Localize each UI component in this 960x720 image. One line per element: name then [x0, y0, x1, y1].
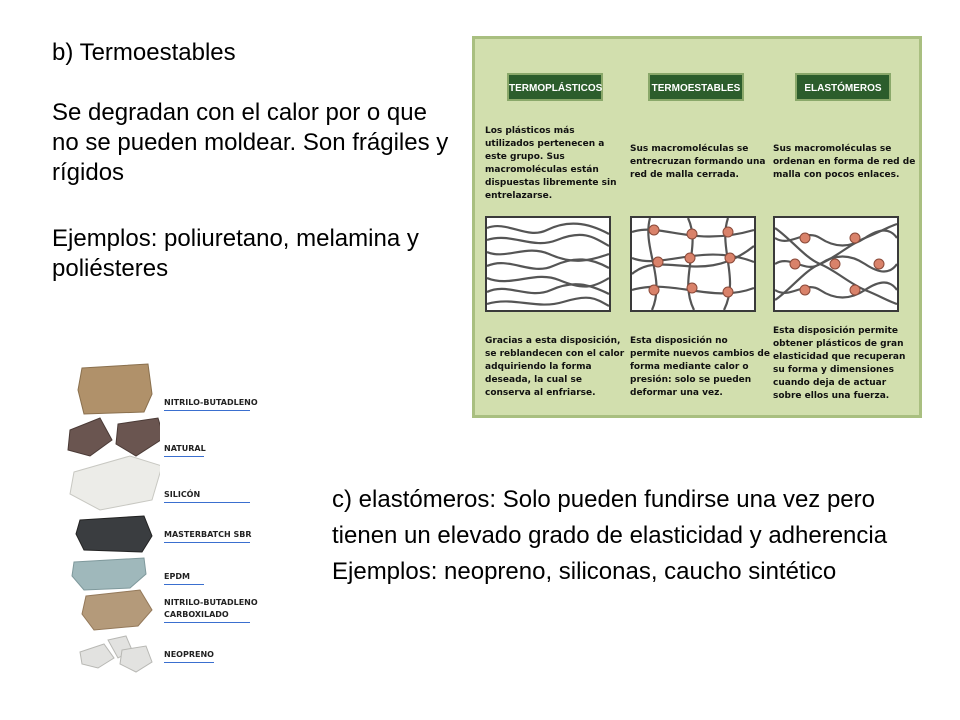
column-result-elastomers: Esta disposición permite obtener plásticos de gran elasticidad que recuperan su forma y dimensiones cuando deja de actuar sobre ellos una fuerza.	[773, 326, 906, 401]
sample-label-silicon: SILICÓN	[164, 490, 201, 499]
rubber-samples-figure	[60, 360, 280, 690]
rubber-samples-illustration	[60, 360, 160, 690]
column-result-thermoplastics: Gracias a esta disposición, se reblandecen con el calor adquiriendo la forma deseada, la cual se conserva al enfriarse.	[485, 336, 625, 398]
sample-label-nitrilo-butadleno: NITRILO-BUTADLENO	[164, 398, 258, 407]
chains-illustration-thermosets	[630, 216, 756, 312]
column-label-thermoplastics: TERMOPLÁSTICOS	[507, 73, 603, 101]
sample-label-neopreno: NEOPRENO	[164, 650, 214, 659]
sample-leader-line	[164, 542, 250, 543]
sample-label-natural: NATURAL	[164, 444, 206, 453]
polymer-structure-diagram	[472, 36, 922, 418]
thermosets-description: Se degradan con el calor por o que no se pueden moldear. Son frágiles y rígidos	[52, 99, 449, 186]
sample-label-carboxilado: CARBOXILADO	[164, 610, 229, 619]
chains-illustration-thermoplastics	[485, 216, 611, 312]
sample-label-nitrilo-carboxilado: NITRILO-BUTADLENO	[164, 598, 258, 607]
thermosets-heading: b) Termoestables	[52, 39, 236, 66]
sample-leader-line	[164, 622, 250, 623]
chains-illustration-elastomers	[773, 216, 899, 312]
column-intro-thermoplastics: Los plásticos más utilizados pertenecen a este grupo. Sus macromoléculas están dispuestas libremente sin entrelazarse.	[485, 126, 617, 201]
column-intro-thermosets: Sus macromoléculas se entrecruzan formando una red de malla cerrada.	[630, 144, 766, 180]
column-label-elastomers: ELASTÓMEROS	[795, 73, 891, 101]
column-intro-elastomers: Sus macromoléculas se ordenan en forma de red de malla con pocos enlaces.	[773, 144, 916, 180]
thermosets-examples: Ejemplos: poliuretano, melamina y poliésteres	[52, 225, 419, 282]
sample-leader-line	[164, 584, 204, 585]
sample-label-masterbatch-sbr: MASTERBATCH SBR	[164, 530, 252, 539]
sample-leader-line	[164, 662, 214, 663]
column-result-thermosets: Esta disposición no permite nuevos cambios de forma mediante calor o presión: solo se pueden deformar una vez.	[630, 336, 770, 398]
sample-leader-line	[164, 410, 250, 411]
column-label-thermosets: TERMOESTABLES	[648, 73, 744, 101]
sample-label-epdm: EPDM	[164, 572, 190, 581]
sample-leader-line	[164, 502, 250, 503]
elastomers-description: c) elastómeros: Solo pueden fundirse una vez pero tienen un elevado grado de elasticidad y adherencia Ejemplos: neopreno, siliconas, caucho sintético	[332, 486, 888, 585]
sample-leader-line	[164, 456, 204, 457]
